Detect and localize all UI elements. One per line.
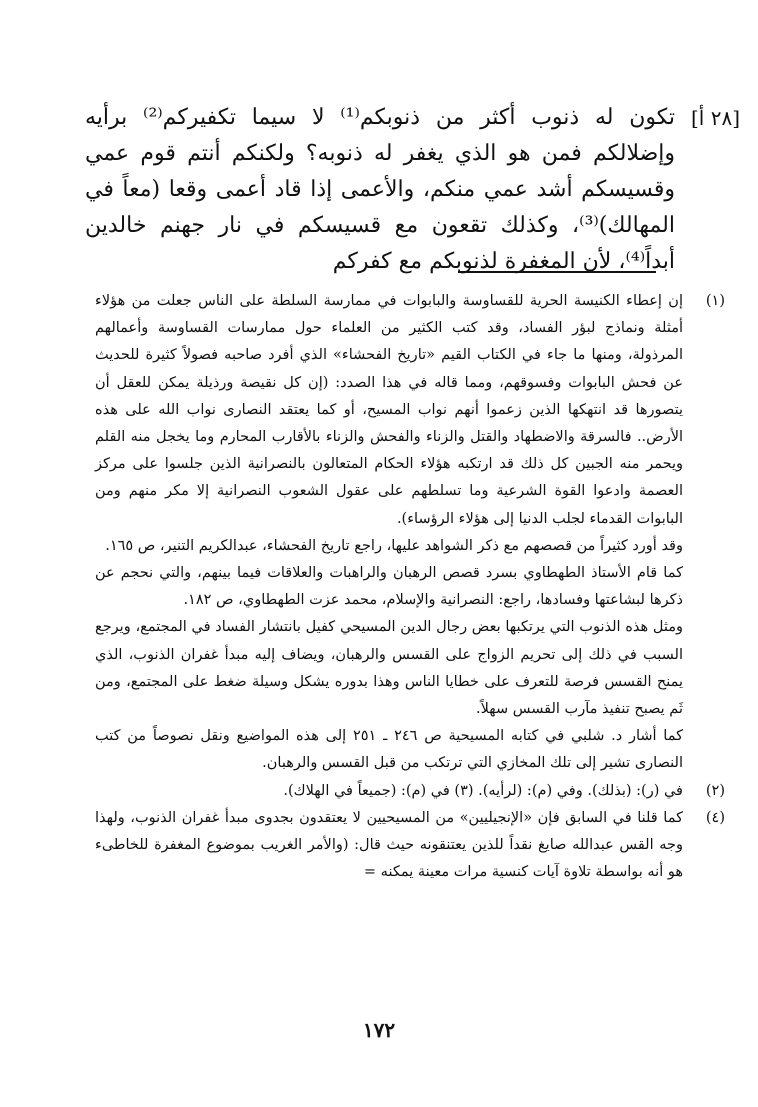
footnote-number: (١) <box>705 293 725 309</box>
footnote-body <box>95 288 683 778</box>
folio-marker: [٢٨ أ] <box>690 106 740 130</box>
footnote-paragraph: إن إعطاء الكنيسة الحرية للقساوسة والبابوات في ممارسة السلطة على الناس جعلت من هؤلاء أمثلة ونماذج لبؤر الفساد، وقد كتب الكثير من العلماء حول ممارسات القساوسة وأعمالهم المرذولة، ومنها ما جاء في الكتاب القيم «تاريخ الفحشاء» الذي أفرد صاحبه فصولاً كثيرة للحديث عن فحش البابوات وفسوقهم، ومما قاله في هذا الصدد: (إن كل نقيصة ورذيلة يمكن للعقل أن يتصورها قد انتهكها الذين زعموا أنهم نواب المسيح، أو كما يعتقد النصارى نواب الله على هذه الأرض.. فالسرقة والاضطهاد والقتل والزناء والفحش والزناء بالأقارب المحارم وما يخجل منه القلم ويحمر منه الجبين كل ذلك قد ارتكبه هؤلاء الحكام المتعالون بالنصرانية الذين جلسوا على مركز العصمة وادعوا القوة الشرعية وما تسلطهم على عقول الشعوب النصرانية إلا مكر منهم ومن البابوات القدماء لجلب الدنيا إلى هؤلاء الرؤساء). <box>95 293 683 527</box>
footnote-paragraph: كما قلنا في السابق فإن «الإنجيليين» من المسيحيين لا يعتقدون بجدوى مبدأ غفران الذنوب، ولهذا وجه القس عبدالله صايغ نقداً للذين يعتنقونه حيث قال: (والأمر الغريب بموضوع المغفرة للخاطىء هو أنه بواسطة تلاوة آيات كنسية مرات معينة يمكنه = <box>95 809 683 881</box>
footnote-paragraph: وقد أورد كثيراً من قصصهم مع ذكر الشواهد عليها، راجع تاريخ الفحشاء، عبدالكريم التنير، ص ١٦٥. <box>105 537 683 554</box>
footnote-separator <box>458 271 656 273</box>
footnote-body <box>95 805 683 887</box>
footnote-paragraph: كما أشار د. شلبي في كتابه المسيحية ص ٢٤٦ ـ ٢٥١ إلى هذه المواضيع ونقل نصوصاً من كتب النصارى تشير إلى تلك المخازي التي ترتكب من قبل القسس والرهبان. <box>95 728 684 772</box>
footnote-paragraph: في (ر): (بذلك). وفي (م): (لرأيه). (٣) في (م): (جميعاً في الهلاك). <box>283 782 683 799</box>
footnote-2 <box>95 778 725 805</box>
footnotes <box>95 288 725 886</box>
footnote-paragraph: كما قام الأستاذ الطهطاوي بسرد قصص الرهبان والراهبات والعلاقات فيما بينهم، والتي نحجم عن ذكرها لبشاعتها وفسادها، راجع: النصرانية والإسلام، محمد عزت الطهطاوي، ص ١٨٢. <box>95 565 683 609</box>
footnote-number: (٢) <box>705 782 725 799</box>
footnote-paragraph: ومثل هذه الذنوب التي يرتكبها بعض رجال الدين المسيحي كفيل بانتشار الفساد في المجتمع، ويرجع السبب في ذلك إلى تحريم الزواج على القسس والرهبان، ويضاف إليه مبدأ غفران الذنوب، الذي يمنح القسس فرصة للتعرف على خطايا الناس وهذا بدوره يشكل وسيلة ضغط على المجتمع، ومن ثَم يصبح تنفيذ مآرب القسس سهلاً. <box>95 619 683 718</box>
footnote-4 <box>95 805 725 887</box>
page-number: ١٧٢ <box>362 1018 396 1042</box>
footnote-1 <box>95 288 725 778</box>
footnote-body <box>95 778 683 805</box>
footnote-number: (٤) <box>705 809 725 826</box>
main-text: تكون له ذنوب أكثر من ذنوبكم⁽¹⁾ لا سيما تكفيركم⁽²⁾ برأيه وإضلالكم فمن هو الذي يغفر له ذنوبه؟ ولكنكم أنتم قوم عمي وقسيسكم أشد عمي منكم، والأعمى إذا قاد أعمى وقعا (معاً في المهالك)⁽³⁾، وكذلك تقعون مع قسيسكم في نار جهنم خالدين أبداً⁽⁴⁾، لأن المغفرة لذنوبكم مع كفركم <box>85 105 675 274</box>
